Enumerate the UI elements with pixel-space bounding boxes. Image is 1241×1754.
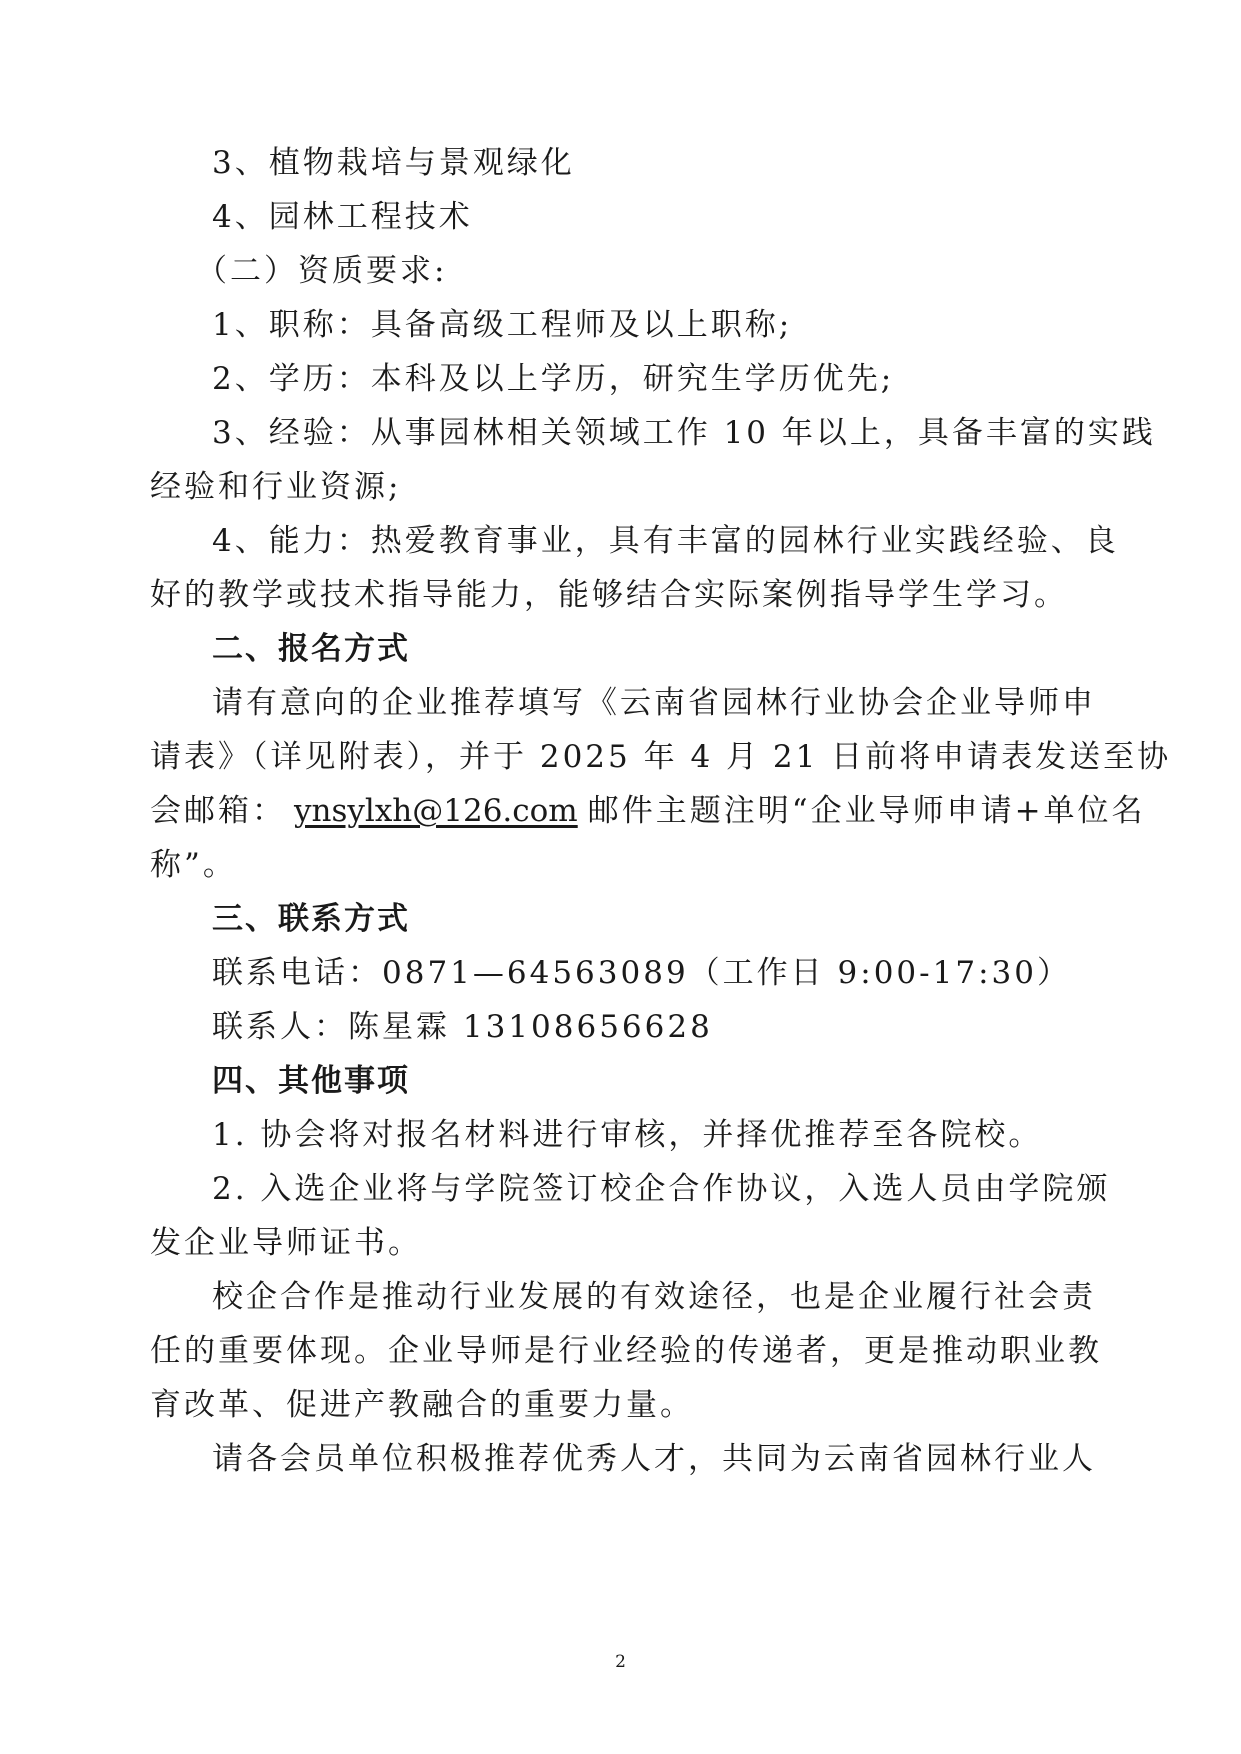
email-prefix: 会邮箱：	[150, 793, 286, 829]
requirement-experience-cont: 经验和行业资源;	[150, 469, 402, 505]
other-item-2: 2. 入选企业将与学院签订校企合作协议，入选人员由学院颁	[212, 1171, 1111, 1207]
section-heading-contact: 三、联系方式	[212, 901, 410, 937]
other-item-2-cont: 发企业导师证书。	[150, 1225, 422, 1261]
requirement-ability-cont: 好的教学或技术指导能力，能够结合实际案例指导学生学习。	[150, 577, 1068, 613]
registration-paragraph-line-1: 请有意向的企业推荐填写《云南省园林行业协会企业导师申	[212, 685, 1096, 721]
page-number: 2	[615, 1652, 626, 1672]
requirement-title: 1、职称：具备高级工程师及以上职称;	[212, 307, 793, 343]
requirement-ability: 4、能力：热爱教育事业，具有丰富的园林行业实践经验、良	[212, 523, 1119, 559]
contact-phone: 联系电话：0871—64563089（工作日 9:00-17:30）	[212, 955, 1071, 991]
section-heading-other: 四、其他事项	[212, 1063, 410, 1099]
major-item-3: 3、植物栽培与景观绿化	[212, 145, 575, 181]
registration-paragraph-line-4: 称”。	[150, 847, 237, 883]
section-heading-registration: 二、报名方式	[212, 631, 410, 667]
email-suffix: 邮件主题注明“企业导师申请+单位名	[587, 793, 1146, 829]
subsection-qualifications: （二）资质要求:	[196, 253, 448, 289]
other-item-1: 1. 协会将对报名材料进行审核，并择优推荐至各院校。	[212, 1117, 1043, 1153]
registration-email-line	[150, 791, 1146, 831]
requirement-education: 2、学历：本科及以上学历，研究生学历优先;	[212, 361, 895, 397]
closing-paragraph-line-2: 任的重要体现。企业导师是行业经验的传递者，更是推动职业教	[150, 1333, 1102, 1369]
closing-paragraph-line-1: 校企合作是推动行业发展的有效途径，也是企业履行社会责	[212, 1279, 1096, 1315]
email-link[interactable]: ynsylxh@126.com	[294, 793, 578, 829]
requirement-experience: 3、经验：从事园林相关领域工作 10 年以上，具备丰富的实践	[212, 415, 1156, 451]
major-item-4: 4、园林工程技术	[212, 199, 473, 235]
contact-person: 联系人：陈星霖 13108656628	[212, 1009, 713, 1045]
final-paragraph-line-1: 请各会员单位积极推荐优秀人才，共同为云南省园林行业人	[212, 1441, 1096, 1477]
closing-paragraph-line-3: 育改革、促进产教融合的重要力量。	[150, 1387, 694, 1423]
registration-paragraph-line-2: 请表》（详见附表），并于 2025 年 4 月 21 日前将申请表发送至协	[150, 739, 1172, 775]
